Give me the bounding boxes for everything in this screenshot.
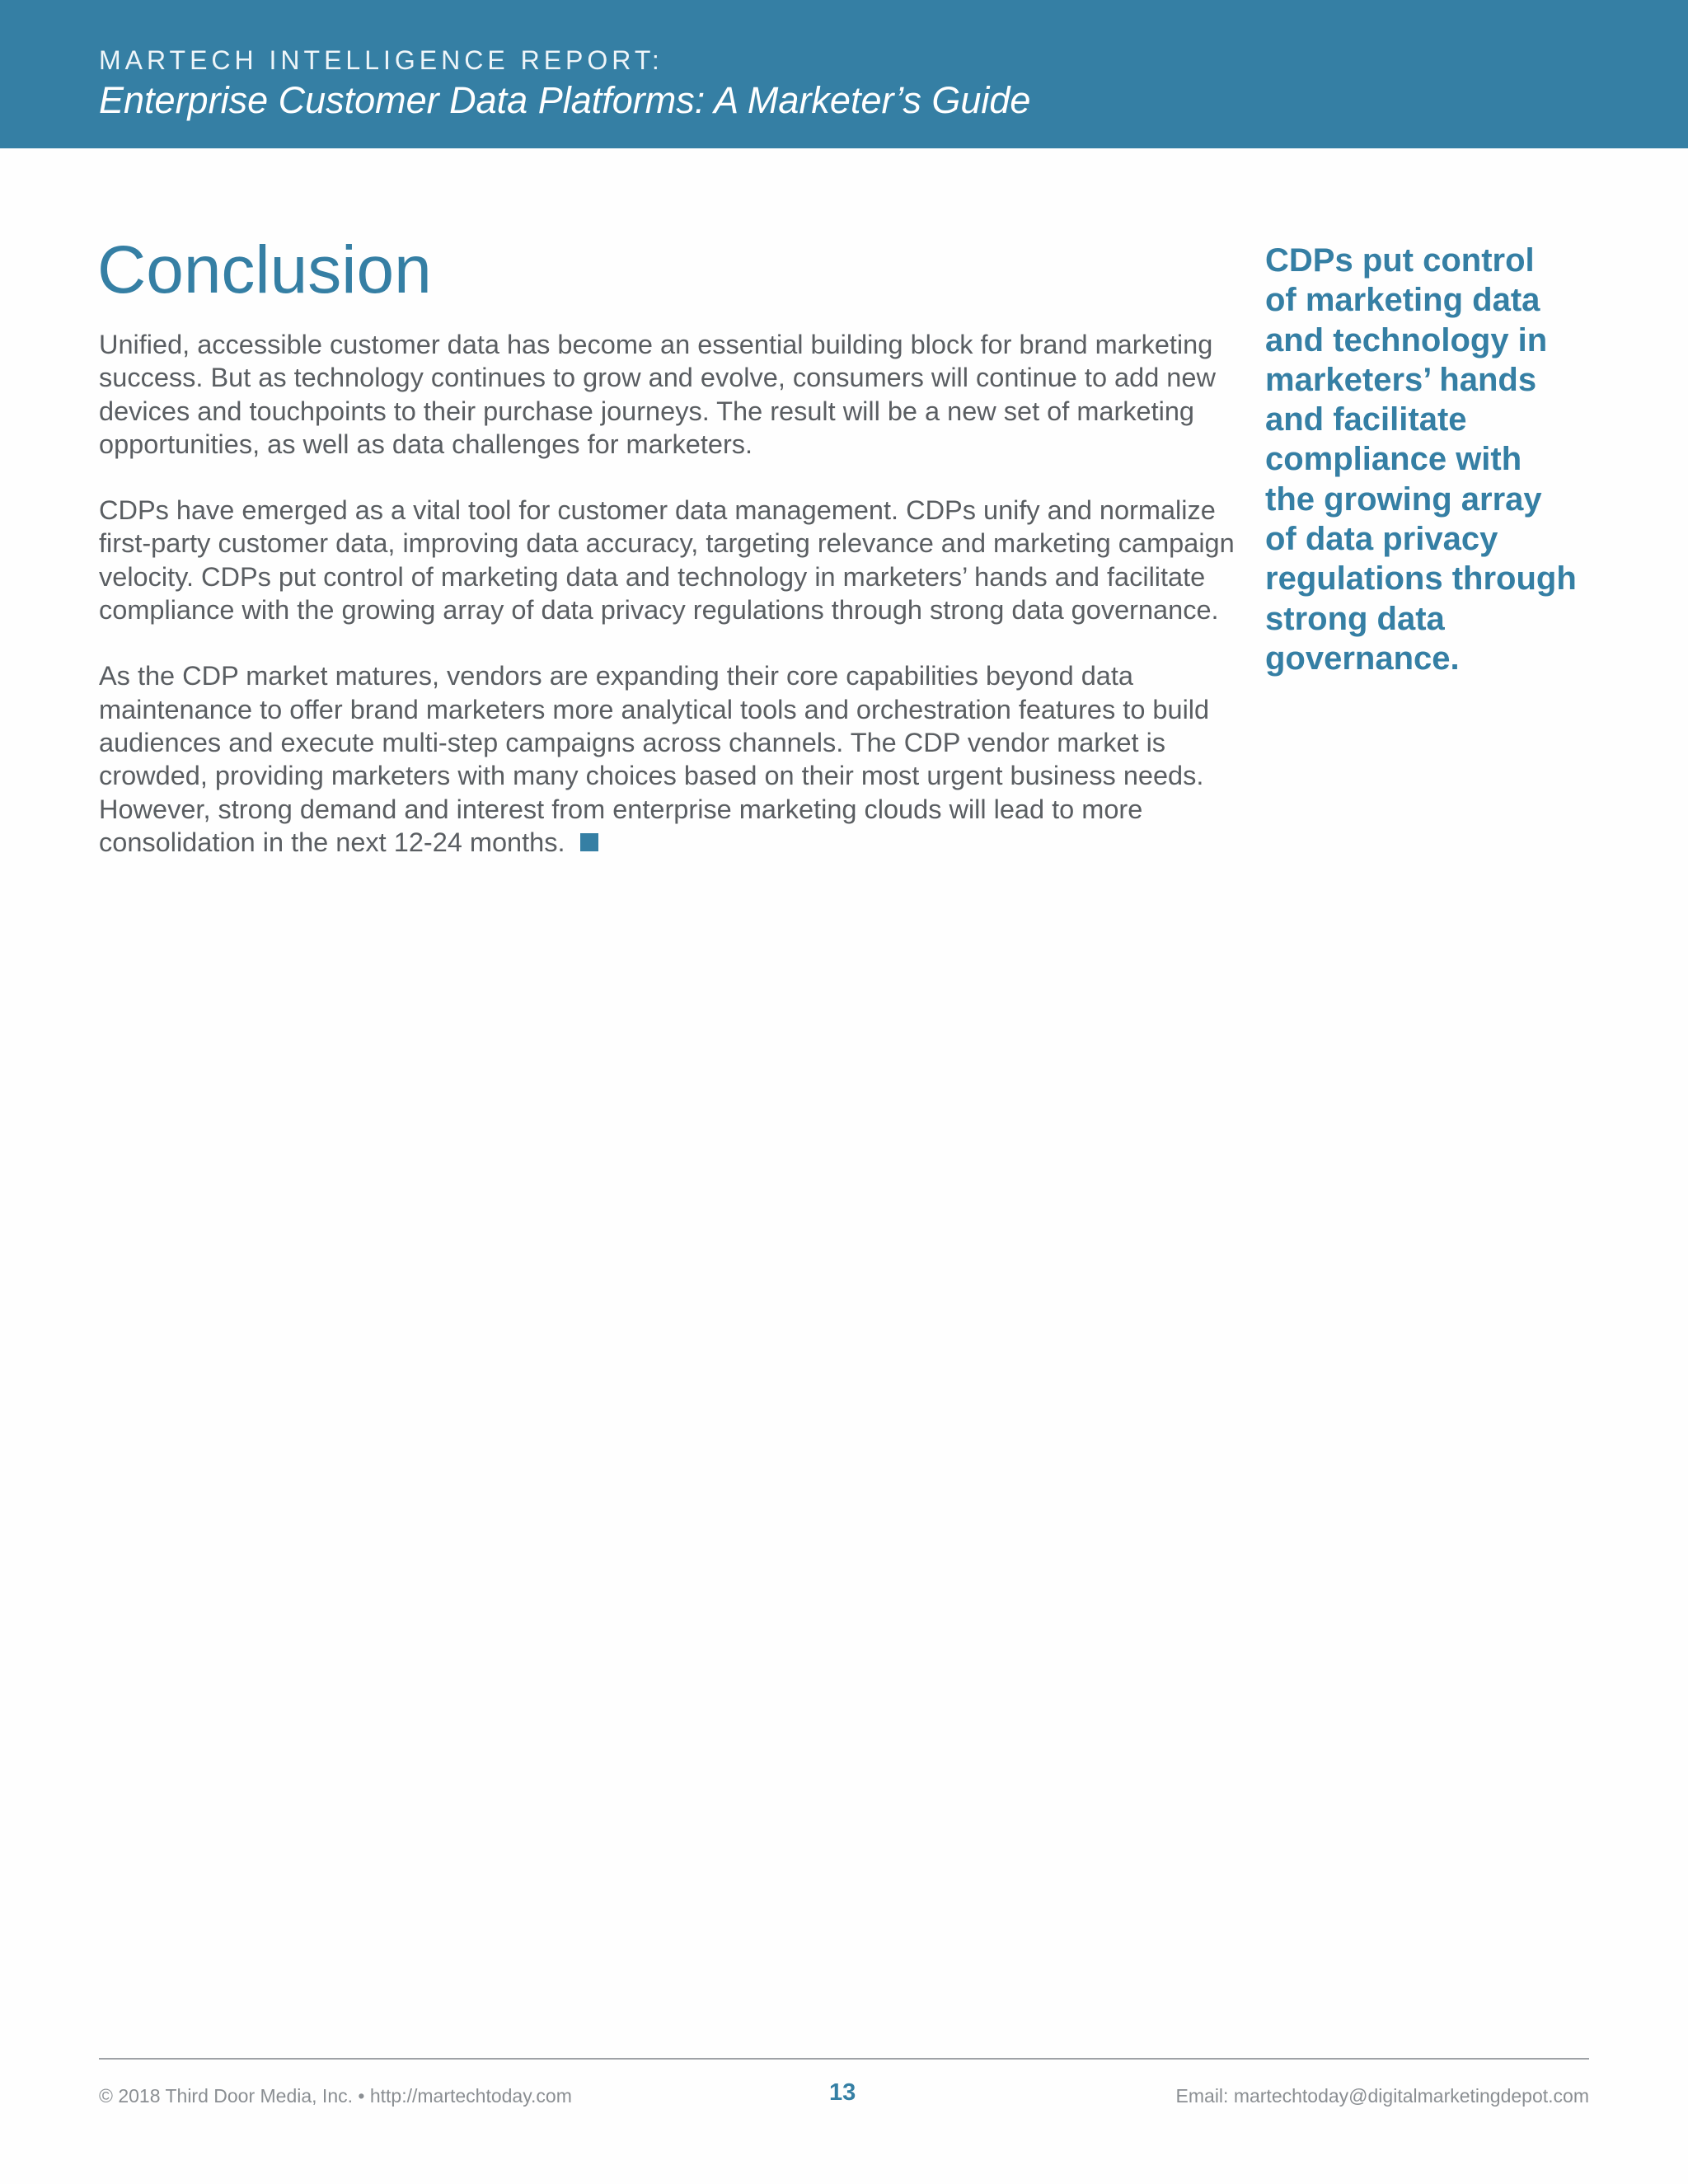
footer-email: Email: martechtoday@digitalmarketingdepot.com <box>1175 2085 1589 2107</box>
pull-quote-line: the growing array <box>1265 480 1542 518</box>
pull-quote-line: and facilitate <box>1265 401 1467 438</box>
report-kicker: MARTECH INTELLIGENCE REPORT: <box>99 45 663 75</box>
pull-quote-line: strong data <box>1265 600 1445 637</box>
pull-quote-line: compliance with <box>1265 441 1522 478</box>
body-text <box>99 328 1245 892</box>
pull-quote-line: governance. <box>1265 640 1460 677</box>
page-number: 13 <box>829 2079 856 2106</box>
pull-quote-line: of marketing data <box>1265 282 1540 319</box>
footer-copyright: © 2018 Third Door Media, Inc. • http://martechtoday.com <box>99 2085 572 2107</box>
report-header-banner <box>0 0 1688 148</box>
pull-quote-line: regulations through <box>1265 560 1577 598</box>
pull-quote <box>1265 241 1653 678</box>
paragraph: Unified, accessible customer data has become an essential building block for brand marketing success. But as technology continues to grow and evolve, consumers will continue to add new devices and touchpoints to their purchase journeys. The result will be a new set of marketing opportunities, as well as data challenges for marketers. <box>99 330 1216 459</box>
end-of-article-square-icon <box>580 833 598 851</box>
pull-quote-line: of data privacy <box>1265 521 1498 558</box>
paragraph: CDPs have emerged as a vital tool for customer data management. CDPs unify and normalize first-party customer data, improving data accuracy, targeting relevance and marketing campaign velocity. CDPs put control of marketing data and technology in marketers’ hands and facilitate compliance with the growing array of data privacy regulations through strong data governance. <box>99 495 1235 626</box>
pull-quote-line: marketers’ hands <box>1265 361 1537 398</box>
pull-quote-line: CDPs put control <box>1265 242 1535 279</box>
footer-divider <box>99 2058 1589 2060</box>
pull-quote-line: and technology in <box>1265 321 1548 359</box>
paragraph-text: As the CDP market matures, vendors are expanding their core capabilities beyond data maintenance to offer brand marketers more analytical tools and orchestration features to build audiences and execute multi-step campaigns across channels. The CDP vendor market is crowded, providing marketers with many choices based on their most urgent business needs. However, strong demand and interest from enterprise marketing clouds will lead to more consolidation in the next 12-24 months. <box>99 661 1210 857</box>
section-title: Conclusion <box>97 232 432 307</box>
paragraph <box>99 659 1245 859</box>
report-subtitle: Enterprise Customer Data Platforms: A Marketer’s Guide <box>99 79 1031 121</box>
